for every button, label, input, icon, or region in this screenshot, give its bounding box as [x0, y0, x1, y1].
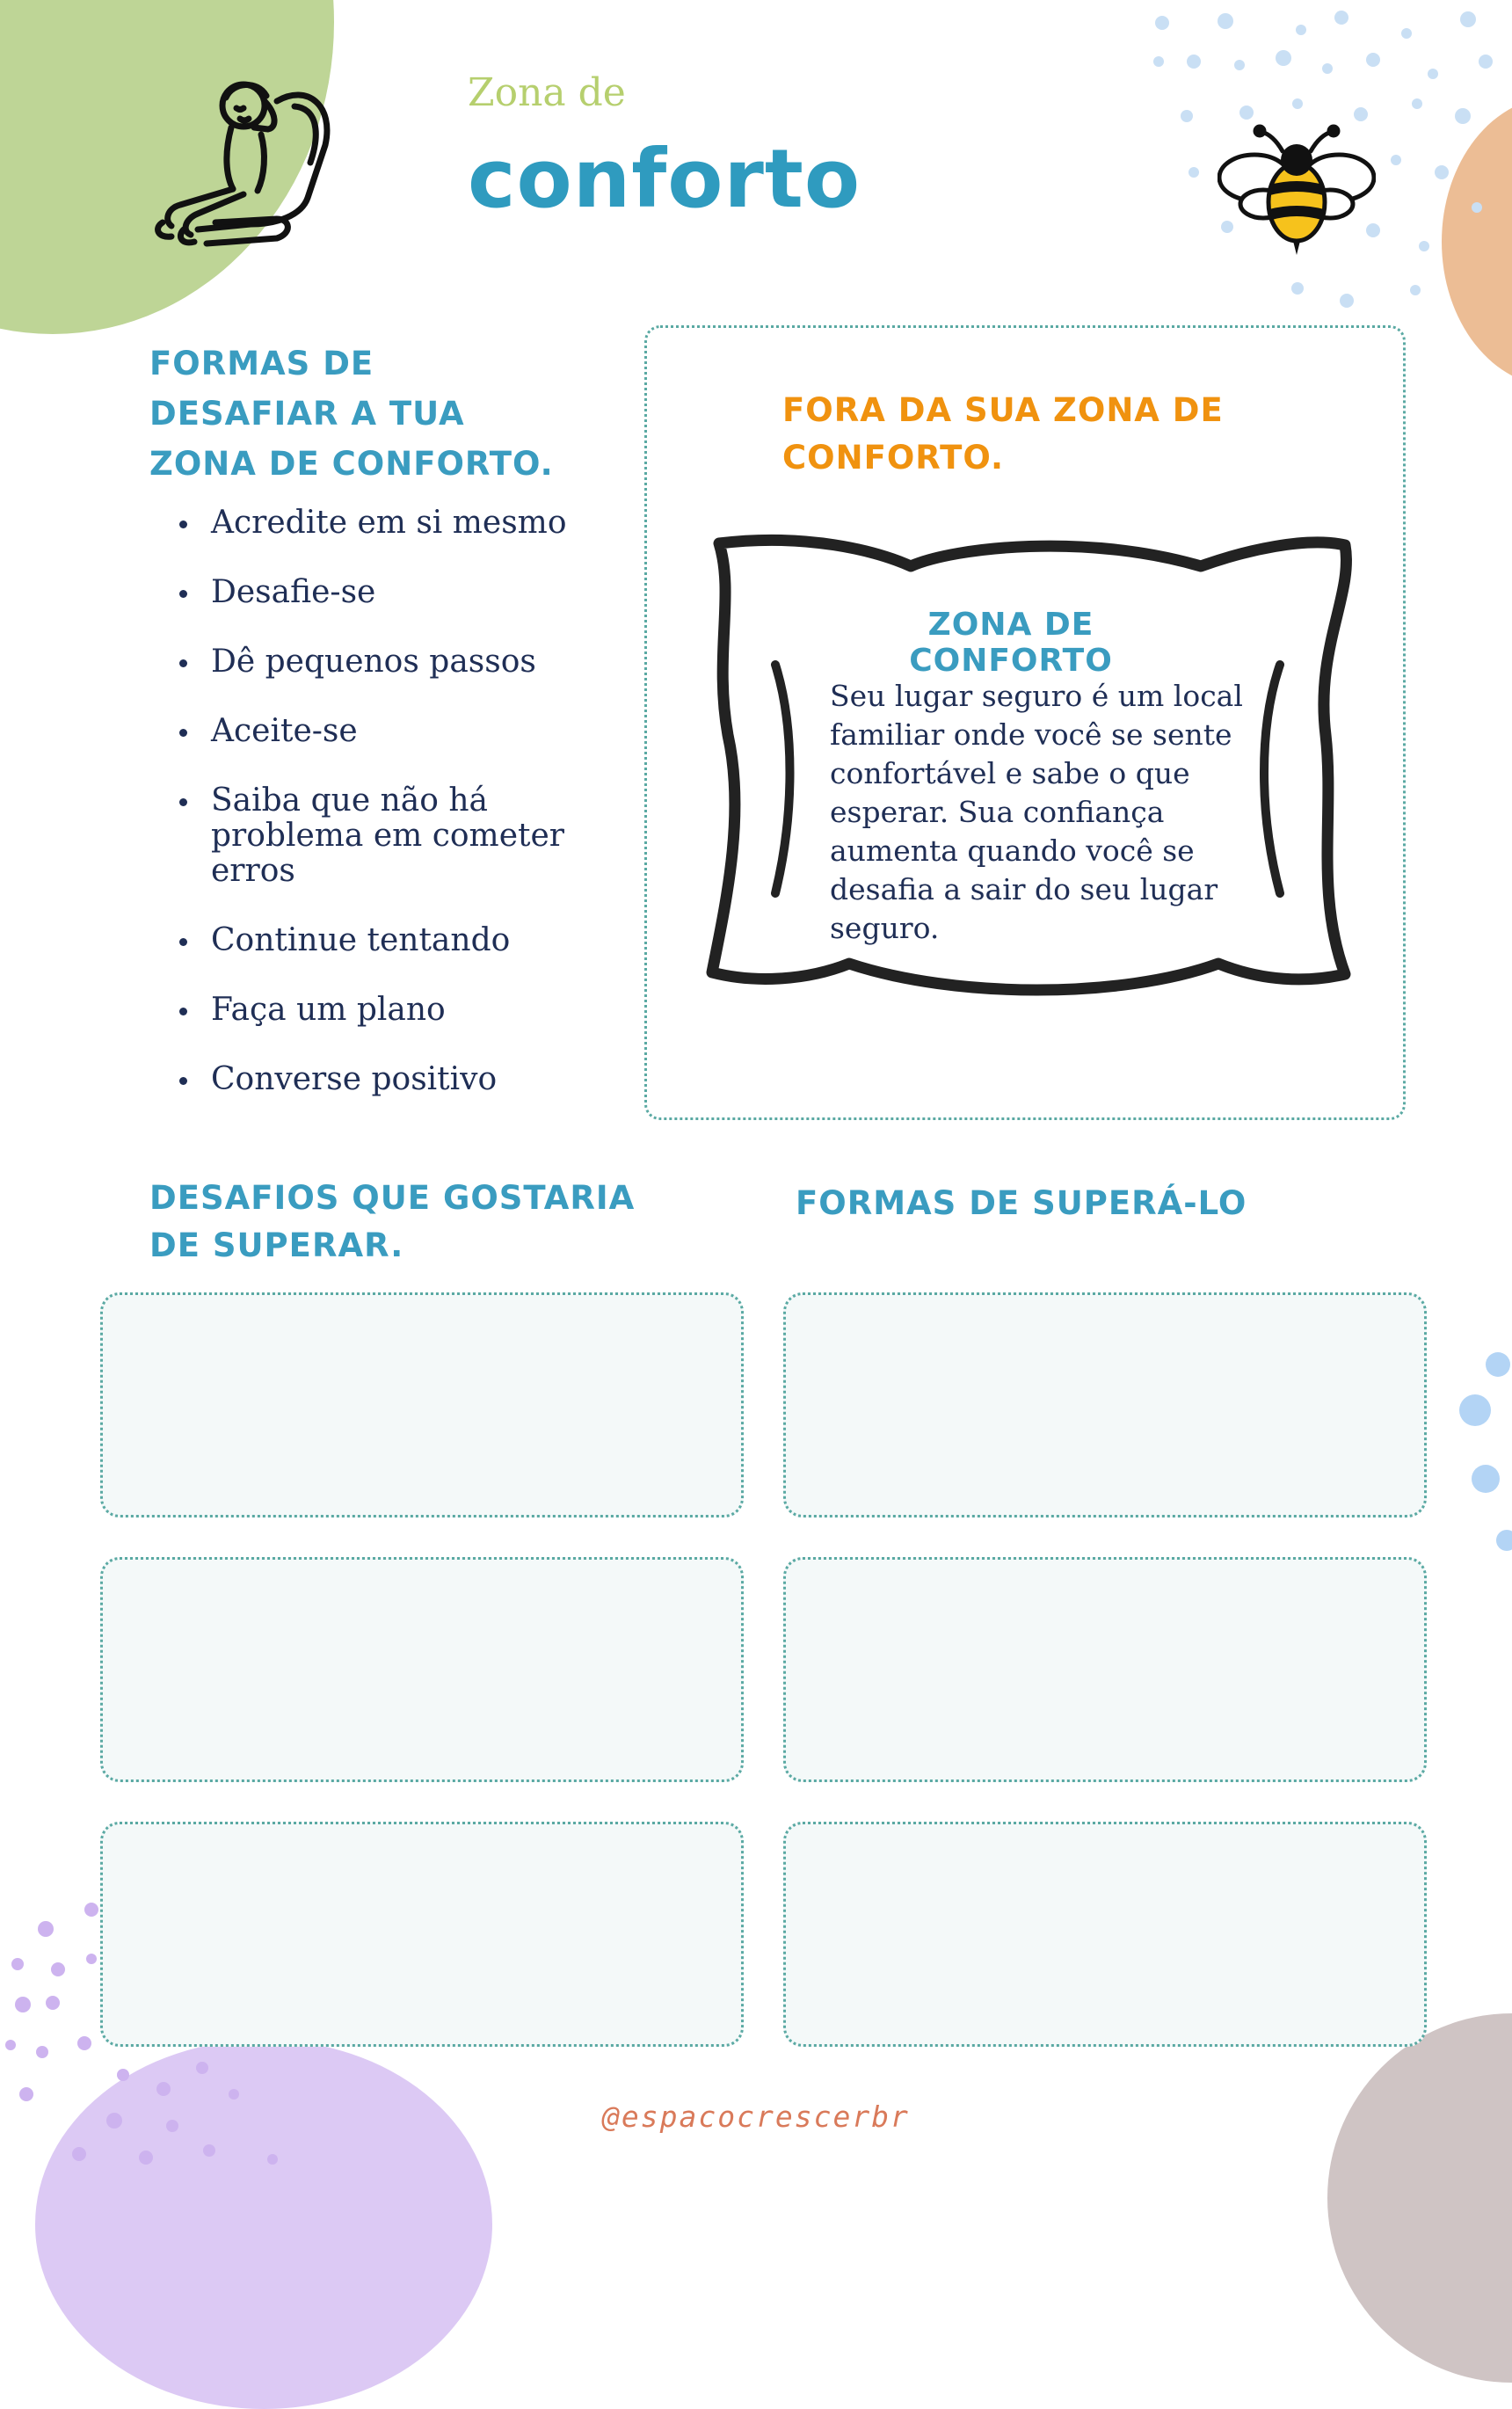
solution-box[interactable] — [783, 1557, 1427, 1782]
challenges-heading — [149, 1175, 635, 1270]
left-heading-line-2: DESAFIAR A TUA — [149, 395, 465, 433]
tip-item: Converse positivo — [167, 1062, 589, 1097]
right-heading — [782, 387, 1224, 482]
footer-handle: @espacocrescerbr — [602, 2100, 910, 2134]
tips-list — [167, 506, 589, 1132]
challenge-box[interactable] — [100, 1822, 744, 2047]
left-heading-line-1: FORMAS DE — [149, 345, 374, 382]
tip-item: Desafie-se — [167, 575, 589, 610]
challenge-box[interactable] — [100, 1557, 744, 1782]
pillow-title: ZONA DE CONFORTO — [909, 607, 1113, 679]
right-heading-line-2: CONFORTO. — [782, 439, 1005, 477]
tip-item: Saiba que não há problema em cometer erros — [167, 783, 589, 889]
bee-icon — [1218, 123, 1376, 264]
tip-item: Continue tentando — [167, 923, 589, 958]
gray-blob-decoration — [1327, 2013, 1512, 2383]
solution-box[interactable] — [783, 1292, 1427, 1517]
challenge-box[interactable] — [100, 1292, 744, 1517]
blue-dots-right-edge — [1442, 1336, 1512, 1565]
person-relaxing-armchair-icon — [145, 66, 347, 251]
challenges-heading-line-2: DE SUPERAR. — [149, 1226, 404, 1264]
tip-item: Faça um plano — [167, 993, 589, 1028]
right-heading-line-1: FORA DA SUA ZONA DE — [782, 391, 1224, 429]
title-small: Zona de — [468, 70, 626, 115]
tip-item: Acredite em si mesmo — [167, 506, 589, 541]
solution-box[interactable] — [783, 1822, 1427, 2047]
left-heading-line-3: ZONA DE CONFORTO. — [149, 445, 554, 483]
tip-item: Aceite-se — [167, 714, 589, 749]
challenges-heading-line-1: DESAFIOS QUE GOSTARIA — [149, 1179, 636, 1217]
title-big: conforto — [468, 132, 861, 226]
ways-to-overcome-heading: FORMAS DE SUPERÁ-LO — [796, 1184, 1247, 1222]
left-heading — [149, 338, 554, 489]
tip-item: Dê pequenos passos — [167, 644, 589, 680]
pillow-text: Seu lugar seguro é um local familiar onde você se sente confortável e sabe o que esperar. Sua confiança aumenta quando você se desafia a sair do seu lugar seguro. — [830, 679, 1243, 945]
